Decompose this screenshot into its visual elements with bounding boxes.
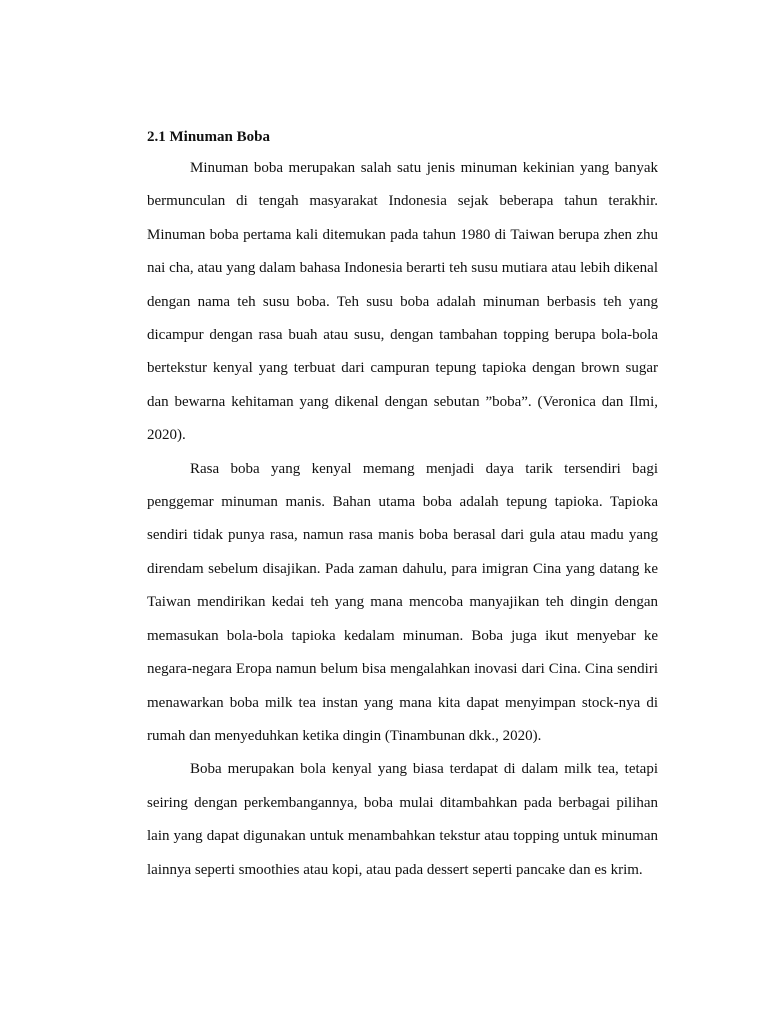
section-heading: 2.1 Minuman Boba xyxy=(147,129,270,145)
paragraph-1: Minuman boba merupakan salah satu jenis minuman kekinian yang banyak bermunculan di tengah masyarakat Indonesia sejak beberapa tahun terakhir. Minuman boba pertama kali ditemukan pada tahun 1980 di Taiwan berupa zhen zhu nai cha, atau yang dalam bahasa Indonesia berarti teh susu mutiara atau lebih dikenal dengan nama teh susu boba. Teh susu boba adalah minuman berbasis teh yang dicampur dengan rasa buah atau susu, dengan tambahan topping berupa bola-bola bertekstur kenyal yang terbuat dari campuran tepung tapioka dengan brown sugar dan bewarna kehitaman yang dikenal dengan sebutan ”boba”. (Veronica dan Ilmi, 2020). xyxy=(147,160,658,444)
paragraph-2: Rasa boba yang kenyal memang menjadi daya tarik tersendiri bagi penggemar minuman manis. Bahan utama boba adalah tepung tapioka. Tapioka sendiri tidak punya rasa, namun rasa manis boba berasal dari gula atau madu yang direndam sebelum disajikan. Pada zaman dahulu, para imigran Cina yang datang ke Taiwan mendirikan kedai teh yang mana mencoba manyajikan teh dingin dengan memasukan bola-bola tapioka kedalam minuman. Boba juga ikut menyebar ke negara-negara Eropa namun belum bisa mengalahkan inovasi dari Cina. Cina sendiri menawarkan boba milk tea instan yang mana kita dapat menyimpan stock-nya di rumah dan menyeduhkan ketika dingin (Tinambunan dkk., 2020). xyxy=(147,460,658,744)
paragraph-3: Boba merupakan bola kenyal yang biasa terdapat di dalam milk tea, tetapi seiring dengan perkembangannya, boba mulai ditambahkan pada berbagai pilihan lain yang dapat digunakan untuk menambahkan tekstur atau topping untuk minuman lainnya seperti smoothies atau kopi, atau pada dessert seperti pancake dan es krim. xyxy=(147,761,658,878)
document-content xyxy=(147,124,658,887)
